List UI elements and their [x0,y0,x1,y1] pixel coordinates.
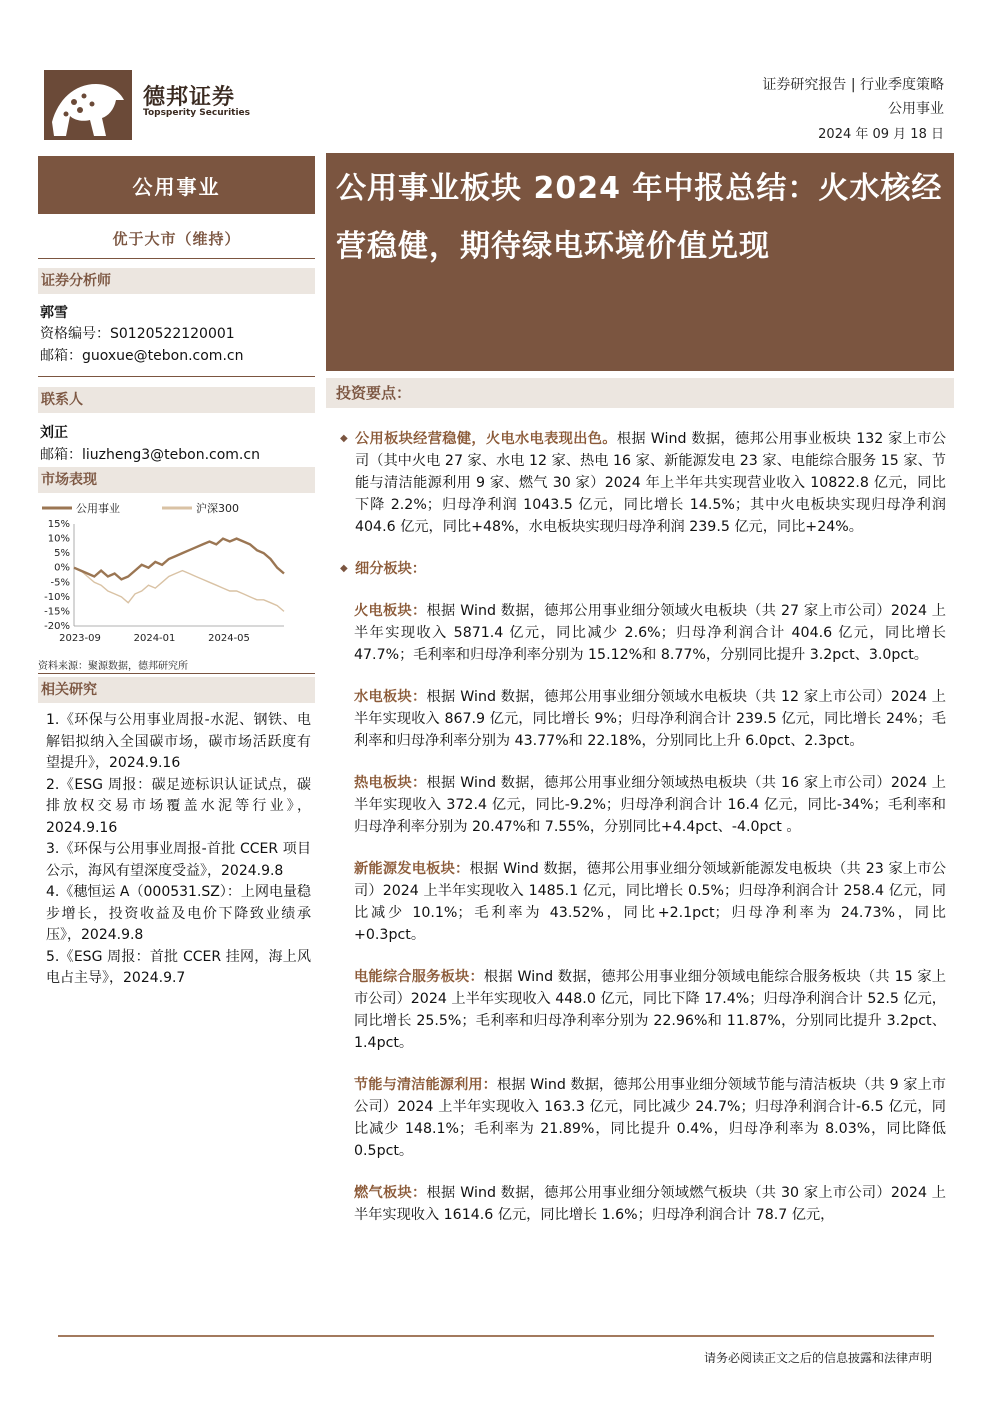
contact-name: 刘正 [40,425,68,441]
y-tick-label: -20% [44,621,70,632]
y-tick-label: -10% [44,591,70,603]
market-performance-chart [38,496,315,648]
y-tick-label: 0% [54,562,70,574]
clean-energy-paragraph: 节能与清洁能源利用：根据 Wind 数据，德邦公用事业细分领域节能与清洁板块（共 9 家上市公司）2024 上半年实现收入 163.3 亿元，同比减少 24.7%；归母净利润合计-6.5 亿元，同比减少 148.1%；毛利率为 21.89%，同比提升 0.4%，归母净利率为 8.03%，同比降低 0.5pct。 [354,1077,946,1159]
summary-text: 根据 Wind 数据，德邦公用事业板块 132 家上市公司（其中火电 27 家、水电 12 家、热电 16 家、新能源发电 23 家、电能综合服务 15 家、节能与清洁能源利用 9 家、燃气 30 家）2024 年上半年共实现营业收入 10822.8 亿元，同比下降 2.2%；归母净利润 1043.5 亿元，同比增长 14.5%；其中火电板块实现归母净利润 404.6 亿元，同比+48%，水电板块实现归母净利润 239.5 亿元，同比+24%。 [355,431,946,535]
energy-service-paragraph: 电能综合服务板块：根据 Wind 数据，德邦公用事业细分领域电能综合服务板块（共 15 家上市公司）2024 上半年实现收入 448.0 亿元，同比下降 17.4%；归母净利润合计 52.5 亿元，同比增长 25.5%；毛利率和归母净利率分别为 22.96%和 11.87%，分别同比提升 3.2pct、1.4pct。 [354,969,946,1051]
divider [38,376,315,377]
related-research-list [46,710,311,990]
rating: 优于大市（维持） [112,230,241,248]
related-item[interactable]: 3.《环保与公用事业周报-首批 CCER 项目公示，海风有望深度受益》，2024.9.8 [46,841,311,879]
report-date: 2024 年 09 月 18 日 [818,127,944,142]
legend-label: 沪深300 [196,502,239,515]
segments-heading: ◆ 细分板块： [340,558,946,580]
analyst-email[interactable]: 邮箱：guoxue@tebon.com.cn [40,348,244,364]
related-item[interactable]: 5.《ESG 周报：首批 CCER 挂网，海上风电占主导》，2024.9.7 [46,948,311,986]
hydro-paragraph: 水电板块：根据 Wind 数据，德邦公用事业细分领域水电板块（共 12 家上市公司）2024 上半年实现收入 867.9 亿元，同比增长 9%；归母净利润合计 239.5 亿元，同比增长 24%；毛利率和归母净利率分别为 43.77%和 22.18%，分别同比上升 6.0pct、2.3pct。 [354,689,946,749]
y-tick-label: 10% [47,533,70,545]
gas-paragraph: 燃气板块：根据 Wind 数据，德邦公用事业细分领域燃气板块（共 30 家上市公司）2024 上半年实现收入 1614.6 亿元，同比增长 1.6%；归母净利润合计 78.7 亿元， [354,1185,946,1223]
disclaimer-note[interactable]: 请务必阅读正文之后的信息披露和法律声明 [703,1351,932,1365]
header-industry: 公用事业 [888,101,944,117]
market-heading: 市场表现 [38,467,315,493]
y-tick-label: -15% [44,606,70,618]
analyst-name: 郭雪 [40,305,68,321]
related-item[interactable]: 1.《环保与公用事业周报-水泥、钢铁、电解铝拟纳入全国碳市场，碳市场活跃度有望提升》，2024.9.16 [46,712,311,771]
fire-paragraph: 火电板块：根据 Wind 数据，德邦公用事业细分领域火电板块（共 27 家上市公司）2024 上半年实现收入 5871.4 亿元，同比减少 2.6%；归母净利润合计 404.6 亿元，同比增长 47.7%；毛利率和归母净利率分别为 15.12%和 8.77%，分别同比提升 3.2pct、3.0pct。 [354,603,946,663]
report-title: 公用事业板块 2024 年中报总结：火水核经营稳健，期待绿电环境价值兑现 [336,171,943,264]
x-tick-label: 2024-05 [208,633,250,644]
footer-divider [58,1335,934,1337]
summary-paragraph [340,428,946,538]
legend-label: 公用事业 [76,502,120,515]
brand-name: 德邦证券 [143,85,236,110]
series-line [74,539,284,580]
points-heading: 投资要点： [326,378,954,408]
sector-box: 公用事业 [38,156,315,214]
related-item[interactable]: 4.《穗恒运 A（000531.SZ）：上网电量稳步增长，投资收益及电价下降致业绩承压》，2024.9.8 [46,884,311,943]
related-item[interactable]: 2.《ESG 周报：碳足迹标识认证试点，碳排放权交易市场覆盖水泥等行业》，2024.9.16 [46,776,311,836]
summary-head: 公用板块经营稳健，火电水电表现出色。 [355,431,617,447]
contact-email[interactable]: 邮箱：liuzheng3@tebon.com.cn [40,447,260,463]
new-energy-paragraph: 新能源发电板块：根据 Wind 数据，德邦公用事业细分领域新能源发电板块（共 23 家上市公司）2024 上半年实现收入 1485.1 亿元，同比增长 0.5%；归母净利润合计 258.4 亿元，同比减少 10.1%；毛利率为 43.52%，同比+2.1pct；归母净利率为 24.73%，同比+0.3pct。 [354,861,946,943]
y-tick-label: 5% [54,548,70,560]
related-heading: 相关研究 [38,677,315,703]
doc-type: 证券研究报告 | 行业季度策略 [762,77,944,93]
y-tick-label: 15% [47,519,70,530]
chart-source: 资料来源：聚源数据，德邦研究所 [38,661,188,672]
x-tick-label: 2023-09 [59,633,101,644]
heat-paragraph: 热电板块：根据 Wind 数据，德邦公用事业细分领域热电板块（共 16 家上市公司）2024 上半年实现收入 372.4 亿元，同比-9.2%；归母净利润合计 16.4 亿元，同比-34%；毛利率和归母净利率分别为 20.47%和 7.55%，分别同比+4.4pct、-4.0pct 。 [354,775,946,835]
analyst-cert: 资格编号：S0120522120001 [40,326,235,342]
contact-heading: 联系人 [38,387,315,413]
brand-name-en: Topsperity Securities [143,108,250,118]
report-body [340,428,946,1246]
divider [38,673,315,674]
y-tick-label: -5% [50,577,70,589]
divider [38,258,315,259]
analyst-heading: 证券分析师 [38,268,315,294]
brand-logo-icon [44,70,132,140]
x-tick-label: 2024-01 [133,633,176,644]
